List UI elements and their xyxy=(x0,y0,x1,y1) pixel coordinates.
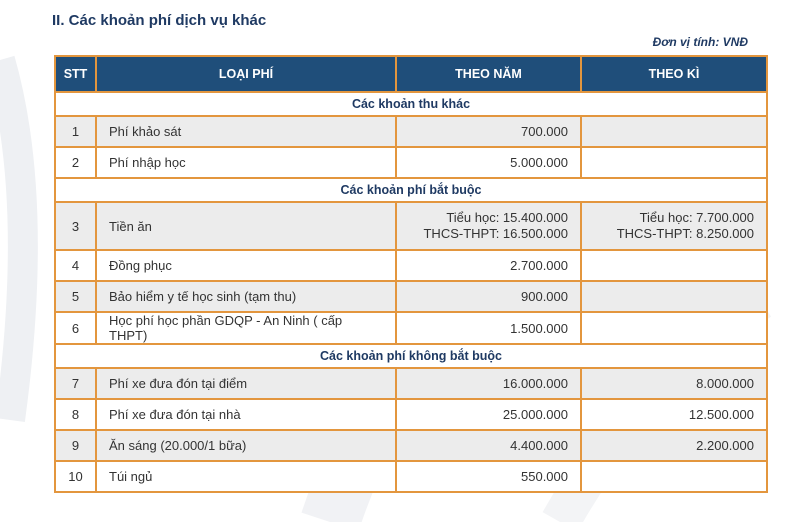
row-stt: 8 xyxy=(55,399,96,430)
table-row xyxy=(55,147,767,178)
table-header-row xyxy=(55,56,767,92)
row-fee-name: Học phí học phần GDQP - An Ninh ( cấp THPT) xyxy=(96,312,396,344)
row-fee-name: Ăn sáng (20.000/1 bữa) xyxy=(96,430,396,461)
row-stt: 6 xyxy=(55,312,96,344)
row-year-amount: 25.000.000 xyxy=(396,399,581,430)
column-header-fee-type: LOẠI PHÍ xyxy=(96,56,396,92)
row-stt: 10 xyxy=(55,461,96,492)
table-row xyxy=(55,368,767,399)
row-year-amount: 1.500.000 xyxy=(396,312,581,344)
section-title: II. Các khoản phí dịch vụ khác xyxy=(52,12,267,29)
row-term-amount xyxy=(581,461,767,492)
fees-table xyxy=(54,55,768,493)
row-fee-name: Phí nhập học xyxy=(96,147,396,178)
term-amount-primary: Tiểu học: 7.700.000 xyxy=(639,210,754,225)
row-term-amount xyxy=(581,202,767,250)
row-stt: 4 xyxy=(55,250,96,281)
row-year-amount: 16.000.000 xyxy=(396,368,581,399)
row-stt: 7 xyxy=(55,368,96,399)
row-term-amount xyxy=(581,147,767,178)
row-fee-name: Túi ngủ xyxy=(96,461,396,492)
row-stt: 5 xyxy=(55,281,96,312)
year-amount-primary: Tiểu học: 15.400.000 xyxy=(446,210,568,225)
section-heading-row xyxy=(55,92,767,116)
row-fee-name: Phí khảo sát xyxy=(96,116,396,147)
section-heading-row xyxy=(55,178,767,202)
row-stt: 2 xyxy=(55,147,96,178)
section-heading-row xyxy=(55,344,767,368)
row-fee-name: Đồng phục xyxy=(96,250,396,281)
section-heading: Các khoản phí bắt buộc xyxy=(55,178,767,202)
table-row xyxy=(55,202,767,250)
table-row xyxy=(55,281,767,312)
section-heading: Các khoản phí không bắt buộc xyxy=(55,344,767,368)
row-fee-name: Tiền ăn xyxy=(96,202,396,250)
row-year-amount: 900.000 xyxy=(396,281,581,312)
row-term-amount xyxy=(581,312,767,344)
row-term-amount: 2.200.000 xyxy=(581,430,767,461)
row-year-amount: 550.000 xyxy=(396,461,581,492)
year-amount-secondary: THCS-THPT: 16.500.000 xyxy=(423,226,568,241)
section-heading: Các khoản thu khác xyxy=(55,92,767,116)
unit-note: Đơn vị tính: VNĐ xyxy=(652,35,748,49)
row-term-amount: 12.500.000 xyxy=(581,399,767,430)
row-year-amount xyxy=(396,202,581,250)
column-header-per-term: THEO KÌ xyxy=(581,56,767,92)
table-row xyxy=(55,430,767,461)
column-header-stt: STT xyxy=(55,56,96,92)
row-fee-name: Phí xe đưa đón tại điểm xyxy=(96,368,396,399)
row-stt: 1 xyxy=(55,116,96,147)
row-fee-name: Phí xe đưa đón tại nhà xyxy=(96,399,396,430)
table-row xyxy=(55,461,767,492)
row-term-amount xyxy=(581,250,767,281)
row-stt: 9 xyxy=(55,430,96,461)
row-year-amount: 2.700.000 xyxy=(396,250,581,281)
row-year-amount: 5.000.000 xyxy=(396,147,581,178)
table-row xyxy=(55,312,767,344)
table-row xyxy=(55,116,767,147)
row-term-amount xyxy=(581,281,767,312)
table-row xyxy=(55,399,767,430)
column-header-per-year: THEO NĂM xyxy=(396,56,581,92)
row-year-amount: 700.000 xyxy=(396,116,581,147)
row-term-amount: 8.000.000 xyxy=(581,368,767,399)
row-fee-name: Bảo hiểm y tế học sinh (tạm thu) xyxy=(96,281,396,312)
term-amount-secondary: THCS-THPT: 8.250.000 xyxy=(616,226,754,241)
row-stt: 3 xyxy=(55,202,96,250)
row-term-amount xyxy=(581,116,767,147)
table-row xyxy=(55,250,767,281)
row-year-amount: 4.400.000 xyxy=(396,430,581,461)
